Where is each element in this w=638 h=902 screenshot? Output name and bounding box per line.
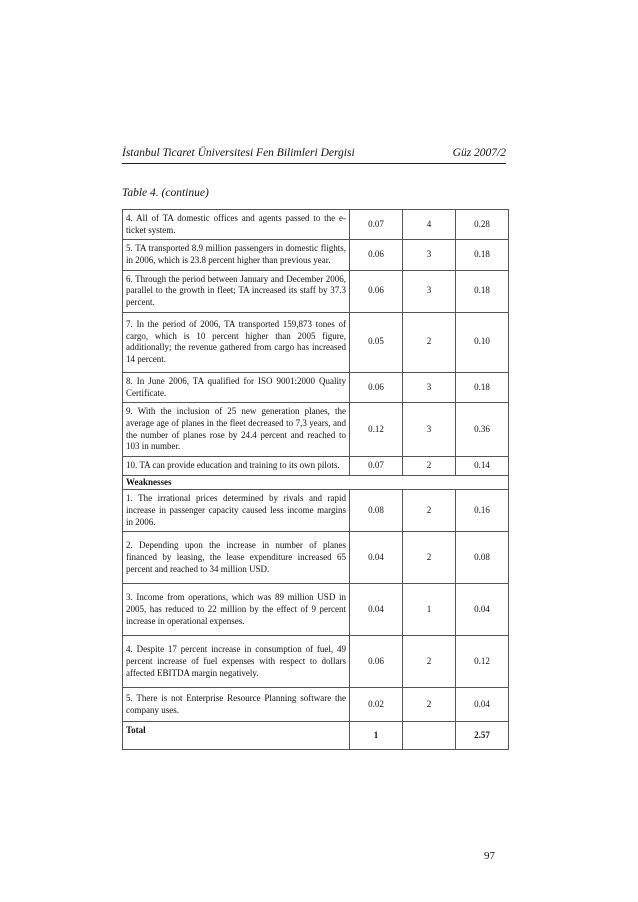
score-cell: 0.08 (456, 532, 509, 584)
total-row (123, 722, 509, 750)
weight-cell: 0.06 (350, 240, 403, 270)
table-caption: Table 4. (continue) (122, 187, 209, 199)
total-label: Total (123, 722, 350, 750)
weight-cell: 0.06 (350, 270, 403, 312)
factor-text: 2. Depending upon the increase in number of planes financed by leasing, the lease expenditure increased 65 percent and reached to 34 million USD. (123, 532, 350, 584)
factor-text: 4. Despite 17 percent increase in consumption of fuel, 49 percent increase of fuel expenses with respect to dollars affected EBITDA margin negatively. (123, 636, 350, 688)
score-cell: 0.12 (456, 636, 509, 688)
weight-cell: 0.05 (350, 312, 403, 372)
table-row (123, 490, 509, 532)
table-row (123, 688, 509, 722)
factor-text: 7. In the period of 2006, TA transported 159,873 tones of cargo, which is 10 percent higher than 2005 figure, additionally; the revenue gathered from cargo has increased 14 percent. (123, 312, 350, 372)
rating-cell: 3 (403, 403, 456, 457)
factor-text: 4. All of TA domestic offices and agents passed to the e-ticket system. (123, 210, 350, 240)
score-cell: 0.18 (456, 270, 509, 312)
rating-cell: 3 (403, 270, 456, 312)
score-cell: 0.10 (456, 312, 509, 372)
rating-cell: 2 (403, 456, 456, 475)
table-row (123, 372, 509, 402)
weight-cell: 0.07 (350, 210, 403, 240)
score-cell: 0.16 (456, 490, 509, 532)
running-header (122, 147, 506, 159)
rating-cell: 2 (403, 688, 456, 722)
rating-cell: 2 (403, 312, 456, 372)
factor-text: 9. With the inclusion of 25 new generation planes, the average age of planes in the fleet decreased to 7,3 years, and the number of planes rose by 24.4 percent and reached to 103 in number. (123, 403, 350, 457)
score-cell: 0.04 (456, 688, 509, 722)
factor-text: 5. TA transported 8.9 million passengers in domestic flights, in 2006, which is 23.8 percent higher than previous year. (123, 240, 350, 270)
weight-cell: 0.02 (350, 688, 403, 722)
factor-text: 5. There is not Enterprise Resource Planning software the company uses. (123, 688, 350, 722)
table-row (123, 240, 509, 270)
weight-cell: 0.12 (350, 403, 403, 457)
weight-cell: 0.06 (350, 372, 403, 402)
weight-cell: 0.08 (350, 490, 403, 532)
page-number: 97 (484, 850, 495, 862)
factor-text: 8. In June 2006, TA qualified for ISO 9001:2000 Quality Certificate. (123, 372, 350, 402)
table-row (123, 456, 509, 475)
weight-cell: 0.07 (350, 456, 403, 475)
weight-cell: 0.04 (350, 584, 403, 636)
total-score: 2.57 (456, 722, 509, 750)
rating-cell: 3 (403, 372, 456, 402)
rating-cell: 2 (403, 636, 456, 688)
weaknesses-heading: Weaknesses (123, 475, 509, 490)
score-cell: 0.18 (456, 372, 509, 402)
rating-cell: 2 (403, 490, 456, 532)
table-row (123, 403, 509, 457)
total-weight: 1 (350, 722, 403, 750)
weight-cell: 0.06 (350, 636, 403, 688)
weight-cell: 0.04 (350, 532, 403, 584)
factor-text: 3. Income from operations, which was 89 million USD in 2005, has reduced to 22 million by the effect of 9 percent increase in operational expenses. (123, 584, 350, 636)
score-cell: 0.36 (456, 403, 509, 457)
factor-text: 6. Through the period between January and December 2006, parallel to the growth in fleet; TA increased its staff by 37.3 percent. (123, 270, 350, 312)
rating-cell: 1 (403, 584, 456, 636)
table-row (123, 636, 509, 688)
score-cell: 0.28 (456, 210, 509, 240)
rating-cell: 4 (403, 210, 456, 240)
evaluation-table (122, 209, 509, 750)
journal-title: İstanbul Ticaret Üniversitesi Fen Bilimleri Dergisi (122, 147, 355, 159)
table-row (123, 210, 509, 240)
factor-text: 10. TA can provide education and training to its own pilots. (123, 456, 350, 475)
table-row (123, 532, 509, 584)
table-row (123, 270, 509, 312)
score-cell: 0.04 (456, 584, 509, 636)
factor-text: 1. The irrational prices determined by rivals and rapid increase in passenger capacity caused less income margins in 2006. (123, 490, 350, 532)
score-cell: 0.18 (456, 240, 509, 270)
issue-label: Güz 2007/2 (452, 147, 506, 159)
table-row (123, 312, 509, 372)
rating-cell: 3 (403, 240, 456, 270)
score-cell: 0.14 (456, 456, 509, 475)
rating-cell: 2 (403, 532, 456, 584)
section-row (123, 475, 509, 490)
table-row (123, 584, 509, 636)
total-rating (403, 722, 456, 750)
header-rule (122, 163, 506, 164)
